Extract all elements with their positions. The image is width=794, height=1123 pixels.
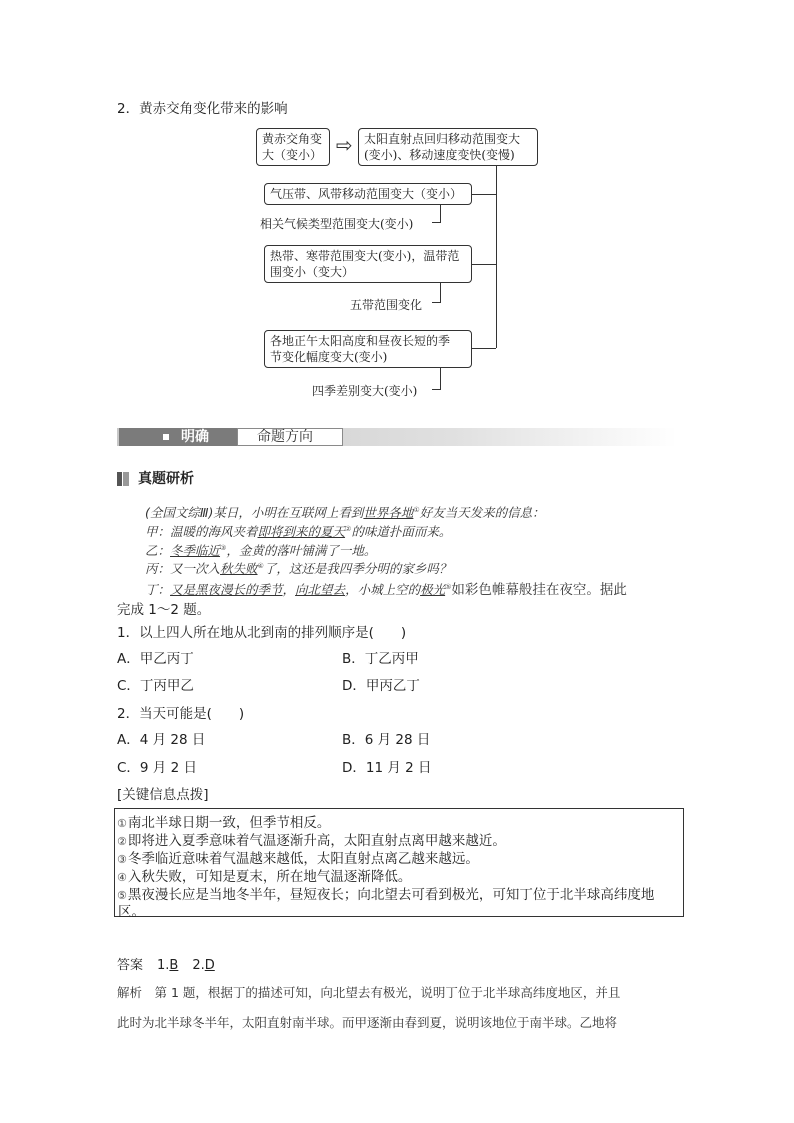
flow-box-sun-height: 各地正午太阳高度和昼夜长短的季 节变化幅度变大(变小) — [264, 330, 472, 368]
flow-box-heat-zones: 热带、寒带范围变大(变小)，温带范 围变小（变大） — [264, 245, 472, 283]
analysis-line-1: 解析 第 1 题，根据丁的描述可知，向北望去有极光，说明丁位于北半球高纬度地区，并且 — [117, 985, 621, 1000]
section-banner — [117, 424, 677, 450]
right-arrow-icon: ⇨ — [336, 133, 353, 157]
flow-connector-2 — [472, 264, 496, 265]
flow-start-box: 黄赤交角变 大（变小） — [256, 128, 330, 166]
flow-drop-3 — [440, 368, 441, 390]
key-point: ①南北半球日期一致，但季节相反。 — [117, 815, 331, 831]
q2-option-c[interactable]: C．9 月 2 日 — [117, 760, 197, 776]
flow-box-pressure-belts: 气压带、风带移动范围变大（变小） — [264, 183, 472, 205]
passage-yi: 乙：冬季临近③，金黄的落叶铺满了一地。 — [145, 543, 377, 558]
flow-label-seasons: 四季差别变大(变小) — [312, 384, 418, 398]
answer-line: 答案 1.B 2.D — [117, 958, 215, 973]
banner-right-label: 命题方向 — [257, 429, 313, 445]
square-bullet-icon — [163, 434, 169, 440]
q2-option-d[interactable]: D．11 月 2 日 — [342, 760, 432, 776]
q1-stem: 1．以上四人所在地从北到南的排列顺序是( ) — [117, 625, 407, 641]
flow-tick-3 — [432, 389, 441, 390]
key-point: ③冬季临近意味着气温越来越低，太阳直射点离乙越来越远。 — [117, 851, 479, 867]
passage-ding: 丁：又是黑夜漫长的季节，向北望去，小城上空的极光⑤如彩色帷幕般挂在夜空。据此 — [145, 582, 627, 598]
q1-option-c[interactable]: C．丁丙甲乙 — [117, 678, 194, 694]
key-point: ②即将进入夏季意味着气温逐渐升高，太阳直射点离甲越来越近。 — [117, 833, 506, 849]
flow-label-five-zones: 五带范围变化 — [350, 298, 423, 312]
section-title: 2．黄赤交角变化带来的影响 — [117, 101, 288, 117]
banner-left-label: 明确 — [181, 429, 209, 445]
analysis-line-2: 此时为北半球冬半年，太阳直射南半球。而甲逐渐由春到夏，说明该地位于南半球。乙地将 — [117, 1015, 618, 1030]
passage-instruction: 完成 1～2 题。 — [117, 602, 211, 618]
exam-heading: 真题研析 — [138, 471, 194, 487]
q2-option-b[interactable]: B．6 月 28 日 — [342, 732, 431, 748]
key-point: 区。 — [118, 904, 145, 920]
q1-option-d[interactable]: D．甲丙乙丁 — [342, 678, 420, 694]
q2-option-a[interactable]: A．4 月 28 日 — [117, 732, 206, 748]
flow-connector-1 — [472, 194, 496, 195]
key-point: ④入秋失败，可知是夏末，所在地气温逐渐降低。 — [117, 869, 412, 885]
flow-trunk-line — [496, 166, 497, 348]
heading-bar-icon — [117, 470, 133, 486]
key-title: [关键信息点拨] — [117, 787, 209, 803]
q1-option-b[interactable]: B．丁乙丙甲 — [342, 651, 419, 667]
flow-drop-2 — [440, 283, 441, 303]
flow-sun-box: 太阳直射点回归移动范围变大 (变小)、移动速度变快(变慢) — [358, 128, 538, 166]
passage-bing: 丙：又一次入秋失败④了，这还是我四季分明的家乡吗？ — [145, 561, 452, 576]
q1-option-a[interactable]: A．甲乙丙丁 — [117, 651, 194, 667]
key-point: ⑤黑夜漫长应是当地冬半年，昼短夜长；向北望去可看到极光，可知丁位于北半球高纬度地 — [117, 887, 655, 903]
flow-label-climate: 相关气候类型范围变大(变小) — [260, 217, 414, 231]
flow-connector-3 — [472, 348, 496, 349]
q2-stem: 2．当天可能是( ) — [117, 706, 245, 722]
flow-drop-1 — [440, 205, 441, 223]
passage-jia: 甲：温暖的海风夹着即将到来的夏天②的味道扑面而来。 — [145, 524, 452, 539]
passage-intro: (全国文综Ⅲ)某日，小明在互联网上看到世界各地①好友当天发来的信息： — [145, 505, 545, 520]
flow-tick-2 — [432, 302, 441, 303]
flow-tick-1 — [432, 222, 441, 223]
